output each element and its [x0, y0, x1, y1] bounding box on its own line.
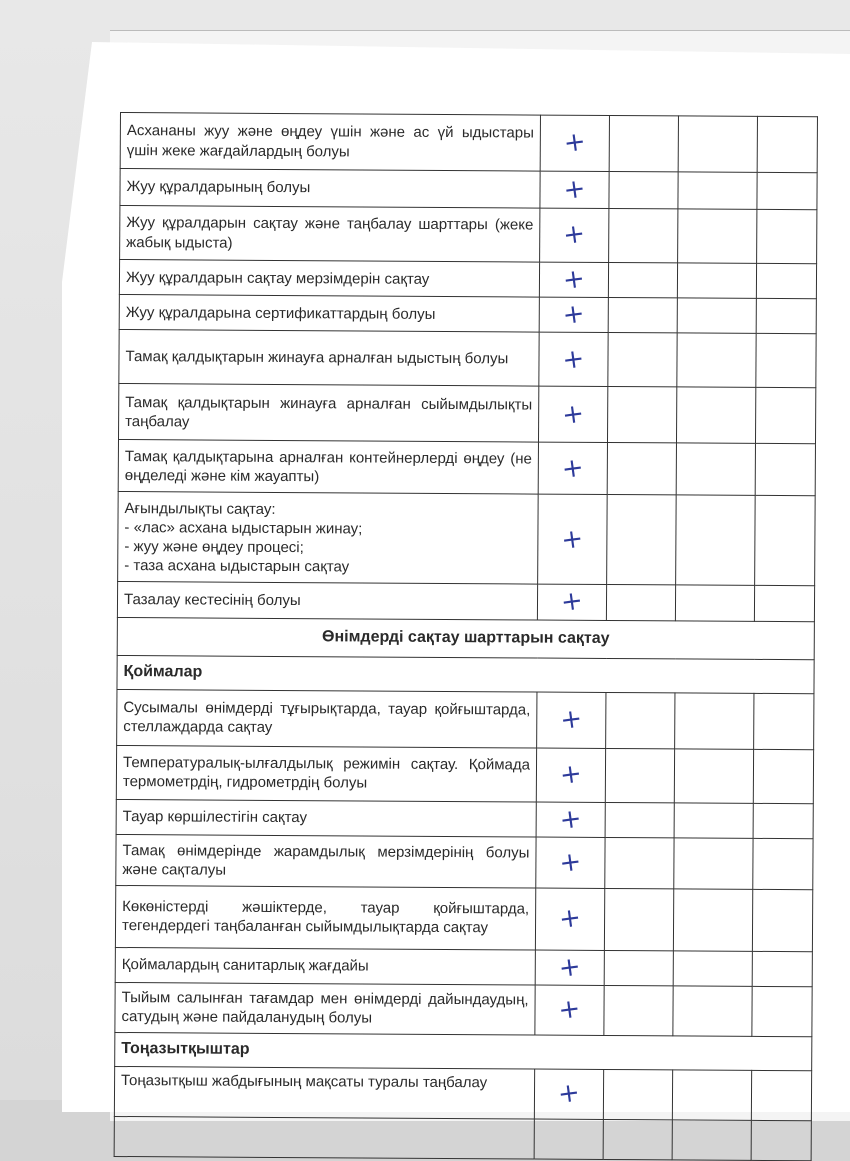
plus-mark-icon: + [557, 846, 584, 879]
criterion-text: Жуу құралдарына сертификаттардың болуы [119, 295, 539, 333]
table-row [114, 1116, 811, 1160]
plus-mark-icon: + [560, 452, 586, 485]
flow-line: - жуу және өңдеу процесі; [124, 537, 304, 557]
table-row [117, 582, 814, 621]
table-row [116, 799, 813, 838]
criterion-text: Асхананы жуу және өңдеу үшін және ас үй ыдыстары үшін жеке жағдайлардың болуы [120, 113, 540, 172]
check-mark-cell [535, 950, 604, 986]
check-mark-cell [538, 386, 607, 442]
table-row [120, 113, 817, 173]
empty-cell [607, 443, 676, 495]
check-mark-cell [540, 115, 609, 171]
plus-mark-icon: + [557, 803, 584, 836]
empty-cell [678, 172, 757, 209]
criterion-text: Жуу құралдарын сақтау және таңбалау шарттары (жеке жабық ыдыста) [120, 206, 540, 263]
table-row [116, 834, 813, 889]
empty-cell [673, 986, 752, 1036]
plus-mark-icon: + [561, 263, 587, 297]
criterion-text: Сусымалы өнімдерді тұғырықтарда, тауар қойғыштарда, стеллаждарда сақтау [117, 689, 537, 748]
empty-cell [608, 262, 677, 298]
empty-cell [677, 263, 756, 299]
criterion-text: Тамақ қалдықтарын жинауға арналған сыйымдылықты таңбалау [118, 384, 538, 443]
plus-mark-icon: + [562, 126, 588, 160]
empty-cell [609, 171, 678, 208]
empty-cell [607, 495, 677, 585]
empty-cell [609, 208, 678, 262]
criterion-text: Тауар көршілестігін сақтау [116, 799, 536, 837]
empty-cell [752, 986, 812, 1036]
empty-cell [677, 298, 756, 334]
table-row [114, 1066, 811, 1120]
empty-cell [674, 748, 753, 802]
empty-cell [752, 889, 812, 951]
plus-mark-icon: + [556, 993, 583, 1027]
empty-cell [604, 888, 673, 950]
plus-mark-icon: + [559, 523, 586, 556]
check-mark-cell [540, 208, 609, 262]
empty-cell [605, 837, 674, 888]
empty-cell [607, 387, 676, 443]
empty-cell [673, 951, 752, 987]
empty-cell [675, 585, 754, 621]
check-mark-cell [539, 262, 608, 298]
check-mark-cell [537, 584, 606, 620]
empty-cell [754, 586, 814, 622]
criterion-text: Тыйым салынған тағамдар мен өнімдерді дайындаудың, сатудың және пайдаланудың болуы [115, 982, 535, 1035]
table-row [118, 384, 815, 444]
criterion-text: Тамақ өнімдерінде жарамдылық мерзімдерінің болуы және сақталуы [116, 834, 536, 888]
table-row [118, 440, 815, 496]
empty-cell [672, 1120, 751, 1160]
table-row [120, 206, 817, 264]
check-mark-cell [535, 985, 604, 1035]
empty-cell [753, 803, 813, 839]
empty-cell [755, 444, 815, 496]
empty-cell [755, 388, 815, 444]
table-row [118, 492, 816, 586]
criterion-text: Тамақ қалдықтарын жинауға арналған ыдыстың болуы [119, 330, 539, 387]
plus-mark-icon: + [561, 173, 588, 207]
criterion-text: Жуу құралдарын сақтау мерзімдерін сақтау [119, 260, 539, 298]
table-row [116, 745, 813, 803]
plus-mark-icon: + [560, 398, 586, 431]
plus-mark-icon: + [561, 218, 588, 252]
table-row [120, 169, 817, 210]
empty-cell [114, 1116, 534, 1159]
criterion-text: Жуу құралдарының болуы [120, 169, 540, 209]
check-mark-cell [540, 171, 609, 208]
empty-cell [608, 333, 677, 387]
check-mark-cell [536, 748, 605, 802]
flow-line: Ағындылықты сақтау: [124, 499, 276, 518]
criterion-text: Тоңазытқыш жабдығының мақсаты туралы таңбалау [114, 1066, 534, 1119]
empty-cell [756, 334, 816, 388]
empty-cell [753, 838, 813, 889]
empty-cell [752, 951, 812, 987]
section-title: Өнімдерді сақтау шарттарын сақтау [117, 617, 814, 659]
empty-cell [751, 1070, 811, 1120]
empty-cell [755, 496, 816, 586]
plus-mark-icon: + [560, 298, 587, 332]
check-mark-cell [538, 442, 607, 494]
empty-cell [608, 298, 677, 334]
empty-cell [678, 209, 757, 263]
empty-cell [606, 585, 675, 621]
empty-cell [609, 115, 678, 171]
empty-cell [754, 693, 814, 749]
empty-cell [605, 748, 674, 802]
check-mark-cell [538, 494, 608, 584]
flow-criterion [118, 492, 539, 585]
empty-cell [606, 692, 675, 748]
subsection-title-warehouses: Қоймалар [117, 655, 814, 693]
empty-cell [674, 838, 753, 889]
criterion-text: Қоймалардың санитарлық жағдайы [115, 947, 535, 985]
plus-mark-icon: + [558, 758, 584, 792]
empty-cell [673, 889, 752, 951]
check-mark-cell [539, 297, 608, 333]
empty-cell [676, 387, 755, 443]
table-row [115, 947, 812, 986]
empty-cell [756, 299, 816, 335]
criterion-text: Тамақ қалдықтарына арналған контейнерлерді өңдеу (не өңделеді және кім жауапты) [118, 440, 538, 495]
empty-cell [672, 1070, 751, 1120]
empty-cell [677, 333, 756, 387]
plus-mark-icon: + [556, 1077, 582, 1111]
plus-mark-icon: + [556, 951, 583, 984]
empty-cell [674, 802, 753, 838]
empty-cell [603, 1119, 672, 1159]
empty-cell [678, 116, 757, 172]
subsection-row [117, 655, 814, 693]
check-mark-cell [535, 888, 604, 950]
section-row [117, 617, 814, 659]
empty-cell [753, 749, 813, 803]
empty-cell [756, 263, 816, 299]
plus-mark-icon: + [560, 343, 587, 376]
table-row [119, 260, 816, 299]
check-mark-cell [537, 692, 606, 748]
plus-mark-icon: + [557, 902, 583, 936]
empty-cell [676, 495, 756, 585]
empty-cell [757, 209, 817, 263]
criterion-text: Температуралық-ылғалдылық режимін сақтау. Қоймада термометрдің, гидрометрдің болуы [116, 745, 536, 802]
empty-cell [604, 985, 673, 1035]
empty-cell [757, 116, 817, 172]
inspection-checklist-table [114, 112, 818, 1161]
plus-mark-icon: + [558, 703, 585, 737]
check-mark-cell [534, 1069, 603, 1119]
table-row [115, 885, 812, 951]
empty-cell [675, 692, 754, 748]
criterion-text: Тазалау кестесінің болуы [117, 582, 537, 620]
table-row [115, 982, 812, 1036]
criterion-text: Көкөністерді жәшіктерде, тауар қойғыштарда, тегендердегі таңбаланған сыйымдылықтарда сақтау [115, 885, 535, 950]
empty-cell [676, 443, 755, 495]
empty-cell [604, 950, 673, 986]
empty-cell [757, 172, 817, 209]
empty-cell [751, 1120, 811, 1160]
table-row [117, 689, 814, 749]
empty-cell [534, 1119, 603, 1159]
plus-mark-icon: + [559, 585, 585, 619]
check-mark-cell [536, 802, 605, 838]
table-row [119, 330, 816, 388]
check-mark-cell [539, 332, 608, 386]
flow-line: - «лас» асхана ыдыстарын жинау; [124, 518, 363, 538]
subsection-row [115, 1032, 812, 1070]
table-row [119, 295, 816, 334]
subsection-title-refrigerators: Тоңазытқыштар [115, 1032, 812, 1070]
empty-cell [605, 802, 674, 838]
check-mark-cell [536, 837, 605, 888]
empty-cell [603, 1069, 672, 1119]
flow-line: - таза асхана ыдыстарын сақтау [124, 557, 350, 576]
